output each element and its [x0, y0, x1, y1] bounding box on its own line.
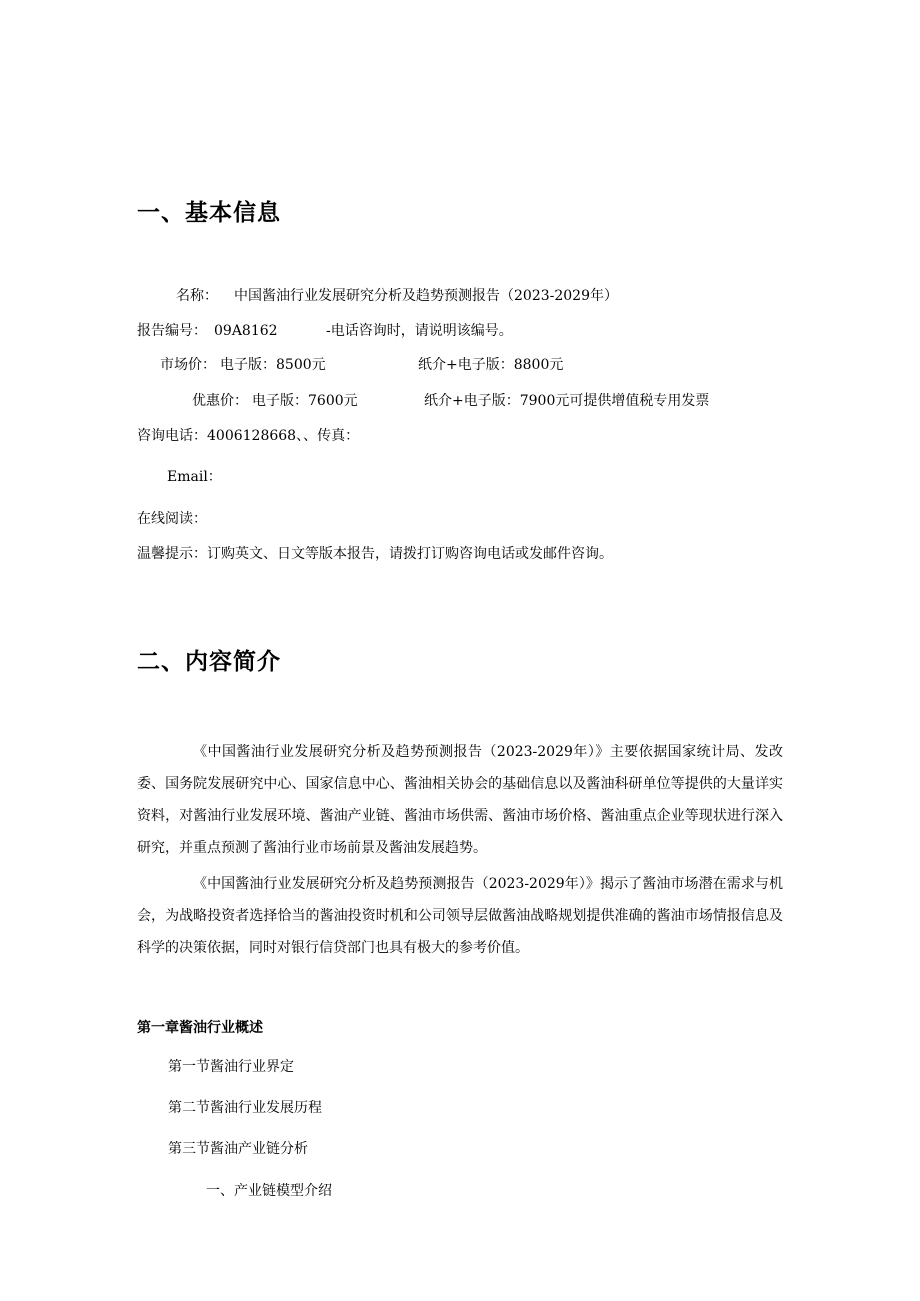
warm-tip: 温馨提示：订购英文、日文等版本报告，请拨打订购咨询电话或发邮件咨询。 — [137, 546, 613, 562]
online-reading-label: 在线阅读： — [137, 511, 207, 527]
report-code-label: 报告编号： — [137, 323, 207, 339]
toc-section-1-2: 第二节酱油行业发展历程 — [168, 1100, 322, 1116]
section-heading-basic-info: 一、基本信息 — [137, 200, 281, 226]
report-code-note: -电话咨询时，请说明该编号。 — [326, 323, 513, 339]
section-heading-summary: 二、内容简介 — [137, 649, 281, 675]
sale-price-electronic: 电子版：7600元 — [252, 393, 358, 409]
toc-subsection-1-3-1: 一、产业链模型介绍 — [206, 1183, 332, 1199]
report-code-value: 09A8162 — [214, 323, 278, 339]
sale-price-label: 优惠价： — [192, 393, 248, 409]
summary-paragraph-2: 《中国酱油行业发展研究分析及趋势预测报告（2023-2029年）》揭示了酱油市场潜在需求与机会，为战略投资者选择恰当的酱油投资时机和公司领导层做酱油战略规划提供准确的酱油市场情报信息及科学的决策依据，同时对银行信贷部门也具有极大的参考价值。 — [137, 876, 783, 956]
market-price-paper: 纸介+电子版：8800元 — [418, 357, 564, 373]
email-label: Email： — [167, 469, 222, 485]
report-name-label: 名称： — [176, 288, 218, 304]
report-name-value: 中国酱油行业发展研究分析及趋势预测报告（2023-2029年） — [234, 288, 618, 304]
toc-chapter-1: 第一章酱油行业概述 — [137, 1020, 263, 1036]
sale-price-paper: 纸介+电子版：7900元可提供增值税专用发票 — [424, 393, 710, 409]
toc-section-1-3: 第三节酱油产业链分析 — [168, 1141, 308, 1157]
contact-phone-line: 咨询电话：4006128668、、传真： — [137, 428, 360, 444]
market-price-label: 市场价： — [160, 357, 216, 373]
market-price-electronic: 电子版：8500元 — [220, 357, 326, 373]
toc-section-1-1: 第一节酱油行业界定 — [168, 1059, 294, 1075]
summary-paragraph-1: 《中国酱油行业发展研究分析及趋势预测报告（2023-2029年）》主要依据国家统计局、发改委、国务院发展研究中心、国家信息中心、酱油相关协会的基础信息以及酱油科研单位等提供的大量详实资料，对酱油行业发展环境、酱油产业链、酱油市场供需、酱油市场价格、酱油重点企业等现状进行深入研究，并重点预测了酱油行业市场前景及酱油发展趋势。 — [137, 744, 783, 856]
